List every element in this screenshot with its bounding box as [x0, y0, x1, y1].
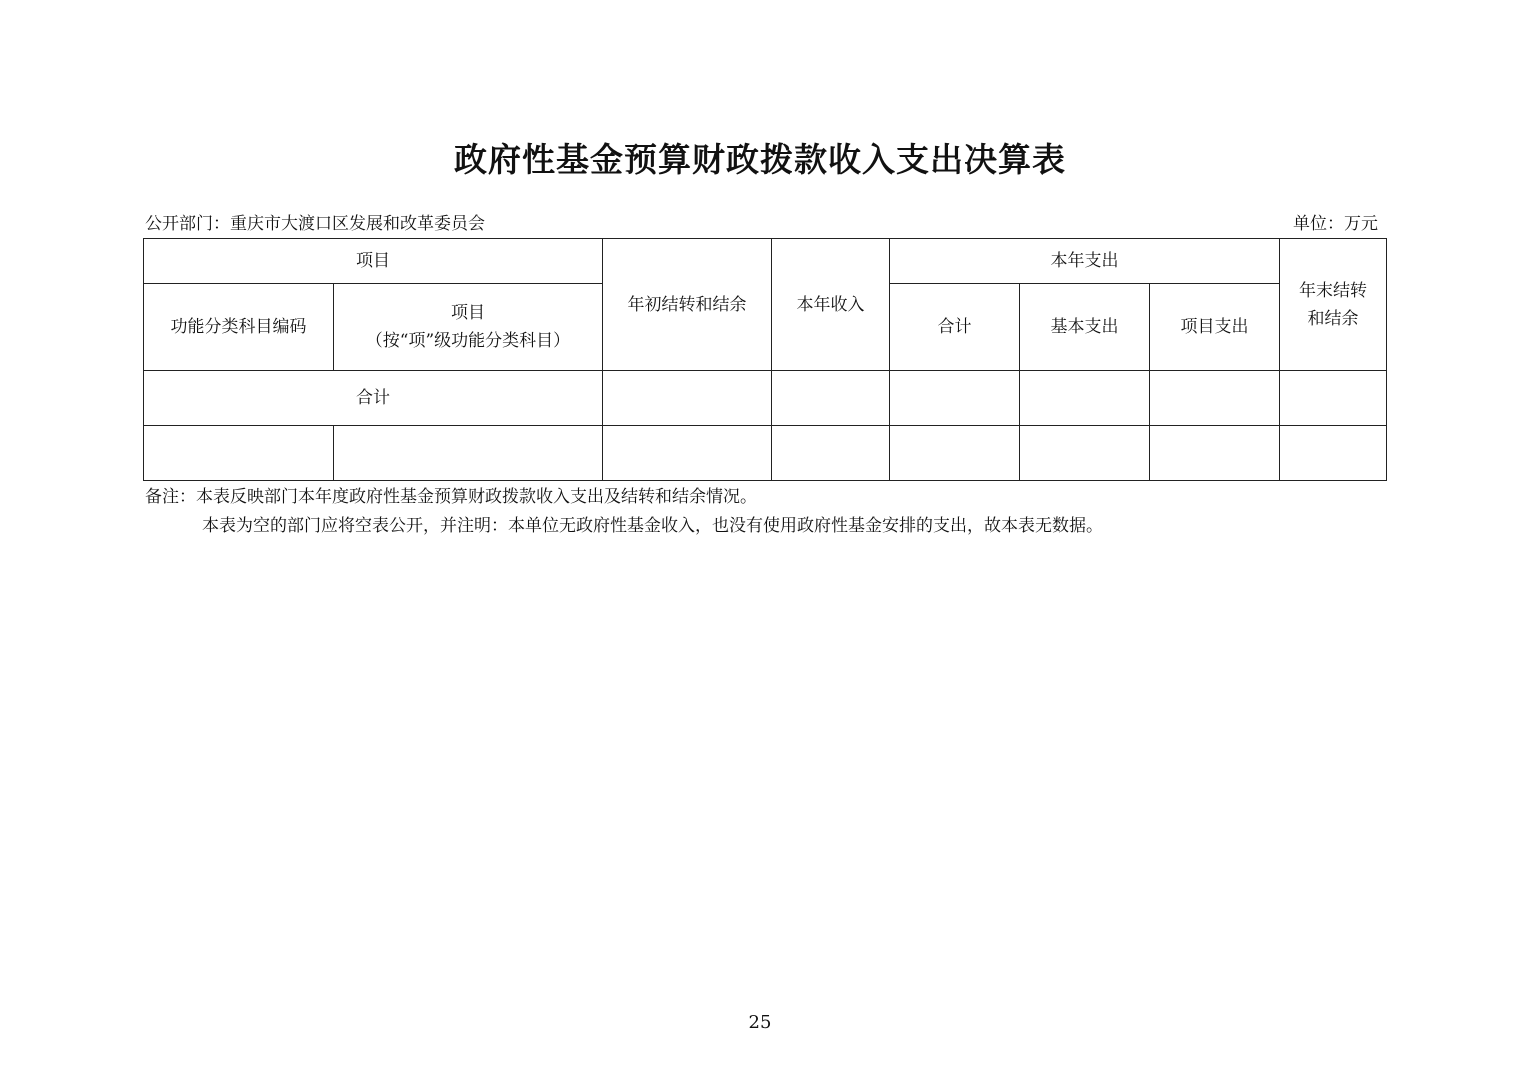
table-row	[144, 426, 1387, 481]
header-item-line2: （按“项”级功能分类科目）	[365, 331, 571, 351]
header-closing-balance-line1: 年末结转	[1299, 280, 1367, 301]
total-opening-balance	[603, 371, 772, 426]
page-number: 25	[748, 1012, 772, 1033]
row-code	[144, 426, 334, 481]
unit-label: 单位：万元	[1293, 214, 1378, 234]
total-exp-total	[890, 371, 1020, 426]
row-exp-total	[890, 426, 1020, 481]
department-label: 公开部门：重庆市大渡口区发展和改革委员会	[145, 214, 485, 234]
header-expenditure-group: 本年支出	[890, 239, 1280, 284]
header-row-1	[144, 239, 1387, 284]
page-title: 政府性基金预算财政拨款收入支出决算表	[454, 140, 1066, 179]
row-exp-project	[1150, 426, 1280, 481]
header-item-line1: 项目	[451, 303, 485, 323]
header-opening-balance: 年初结转和结余	[603, 239, 772, 371]
note-line-2: 本表为空的部门应将空表公开，并注明：本单位无政府性基金收入，也没有使用政府性基金安排的支出，故本表无数据。	[202, 516, 1103, 536]
row-item	[334, 426, 603, 481]
row-opening-balance	[603, 426, 772, 481]
row-current-income	[772, 426, 890, 481]
total-current-income	[772, 371, 890, 426]
header-current-income: 本年收入	[772, 239, 890, 371]
row-closing-balance	[1280, 426, 1387, 481]
total-exp-project	[1150, 371, 1280, 426]
total-row	[144, 371, 1387, 426]
header-exp-project: 项目支出	[1150, 284, 1280, 371]
total-label: 合计	[144, 371, 603, 426]
header-item-group: 项目	[144, 239, 603, 284]
note-line-1: 备注：本表反映部门本年度政府性基金预算财政拨款收入支出及结转和结余情况。	[145, 487, 757, 507]
header-item	[334, 284, 603, 371]
budget-table	[143, 238, 1387, 481]
total-closing-balance	[1280, 371, 1387, 426]
total-exp-basic	[1020, 371, 1150, 426]
header-closing-balance	[1280, 239, 1387, 371]
header-exp-total: 合计	[890, 284, 1020, 371]
table-meta	[145, 212, 1378, 236]
header-closing-balance-line2: 和结余	[1307, 308, 1359, 329]
header-code: 功能分类科目编码	[144, 284, 334, 371]
notes	[145, 483, 1103, 541]
row-exp-basic	[1020, 426, 1150, 481]
header-exp-basic: 基本支出	[1020, 284, 1150, 371]
